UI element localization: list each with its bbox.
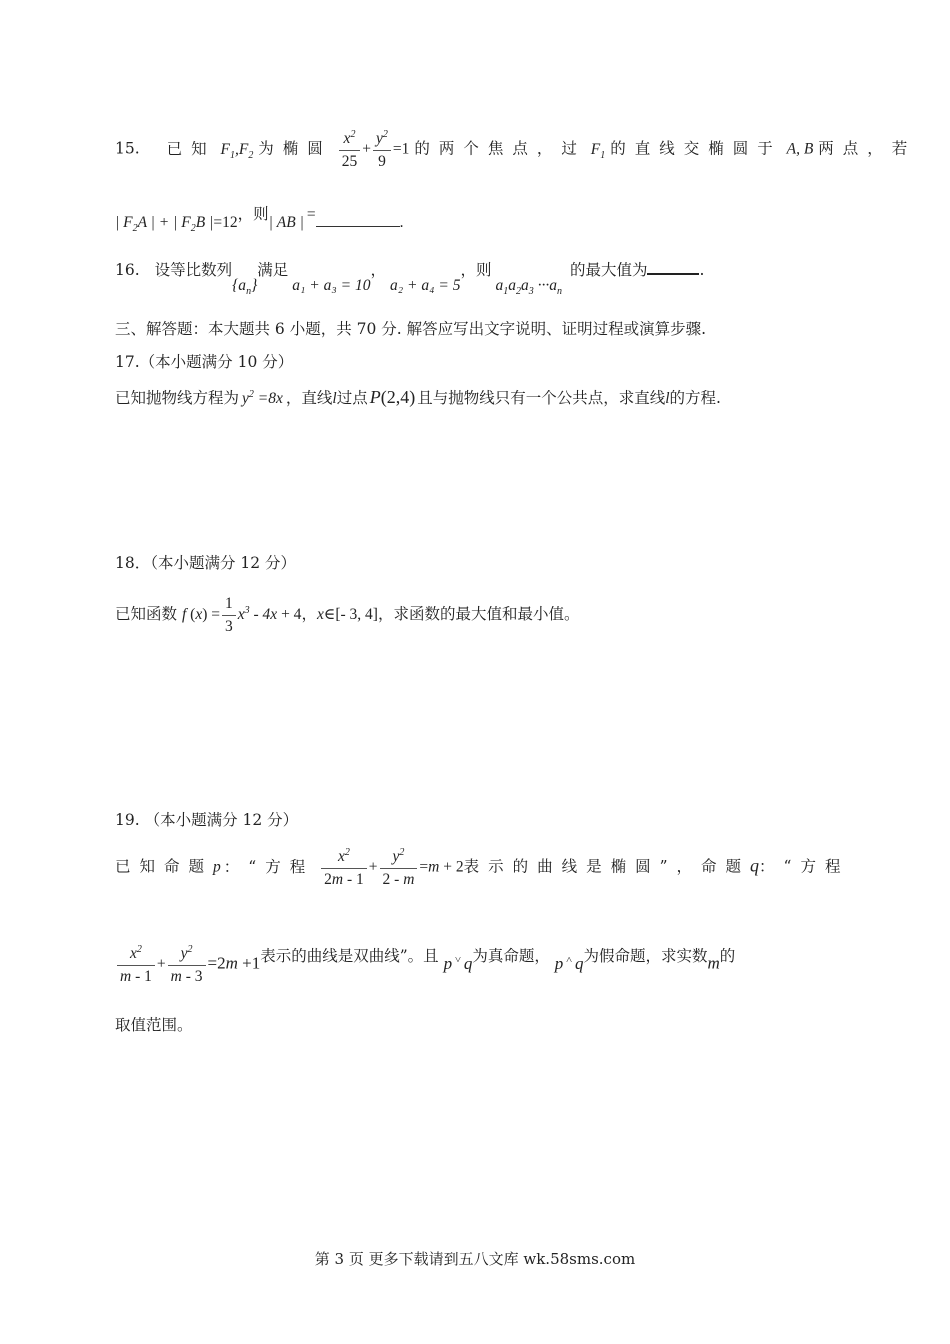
q19-fraction-4: $\frac{y^2}{m - 3}$ <box>168 945 206 984</box>
q18-function: f (x) = <box>181 606 220 623</box>
q16-text-2: 满足 <box>257 261 289 279</box>
q18-domain: x∈[- 3, 4] <box>316 606 378 623</box>
q19-p-and-q: p ˄ q <box>554 953 584 973</box>
q15-text-2: 为椭圆 <box>258 139 332 158</box>
q15-f1: $F_1$ <box>590 140 606 161</box>
q17-text-4: 且与抛物线只有一个公共点，求直线 <box>417 389 666 407</box>
q19-q: q <box>750 855 760 876</box>
q19-line1: 已知命题p ：“方程 $\frac{x^2}{2m - 1}$ + $\frac{y^2}{2 - m}$ =m + 2表示的曲线是椭圆”，命题q：“方程 <box>115 847 850 888</box>
q19-text-6: 为真命题， <box>472 946 550 965</box>
q15-text-1: 已知 <box>166 139 216 158</box>
q19-text-8: 的 <box>719 946 736 965</box>
q15-text-5: 两点，若 <box>818 139 917 158</box>
q19-fraction-3: $\frac{x^2}{m - 1}$ <box>117 945 155 984</box>
q18-text-1: 已知函数 <box>115 605 178 623</box>
q19-text-7: 为假命题，求实数 <box>583 946 708 965</box>
q17-parabola: $y^2 =8x$ <box>242 388 283 407</box>
q19-p-or-q: p ˅ q <box>443 953 473 973</box>
q19-fraction-1: $\frac{x^2}{2m - 1}$ <box>321 848 367 887</box>
q16-product: $a_1a_2a_3 \cdot\cdot\cdot a_n$ <box>495 277 562 298</box>
q16-eq2: a₂ + a₄ = 5 <box>390 277 461 294</box>
q16-number: 16. <box>115 261 140 279</box>
q16-text-3: ，则 <box>460 261 492 279</box>
q17-text-5: 的方程. <box>669 389 721 407</box>
q15-ab-points: A, B <box>786 140 814 158</box>
q16-end: . <box>699 261 705 279</box>
q16-sequence: $\{a_n\}$ <box>232 277 258 298</box>
q15-eq: = <box>306 206 316 223</box>
q17-line-l: l <box>332 390 337 407</box>
q19-text-2: ：“方程 <box>223 857 315 876</box>
q17-text-2: ，直线 <box>285 389 333 407</box>
q15-answer-blank[interactable] <box>316 226 400 227</box>
q17-line-l-2: l <box>665 390 670 407</box>
q17-text-3: 过点 <box>336 389 368 407</box>
q19-rhs-2: =2m +1 <box>207 953 261 973</box>
q16-text-4: 的最大值为 <box>569 261 648 279</box>
q15-fraction-x: $\frac{x^2}{25}$ <box>339 130 361 169</box>
q15-foci: $F_1,F_2$ <box>220 140 254 161</box>
q16-line <box>115 261 705 298</box>
q16-comma: ， <box>370 261 386 279</box>
page-footer: 第 3 页 更多下载请到五八文库 wk.58sms.com <box>314 1250 636 1268</box>
q19-text-1: 已知命题 <box>115 857 214 876</box>
q15-fraction-y: $\frac{y^2}{9}$ <box>373 130 391 169</box>
q19-line3: 取值范围。 <box>115 1016 193 1034</box>
q19-line2: $\frac{x^2}{m - 1}$ + $\frac{y^2}{m - 3}$ =2m +1表示的曲线是双曲线”。且 p ˅ q为真命题， p ˄ q为假命题，求实数m的 <box>115 945 735 984</box>
q19-p: p <box>213 858 221 876</box>
q17-header: 17.（本小题满分 10 分） <box>115 353 294 371</box>
q18-text-2: ，求函数的最大值和最小值。 <box>377 605 580 623</box>
q19-text-5: 表示的曲线是双曲线”。且 <box>260 946 439 965</box>
q19-m: m <box>707 953 720 973</box>
q16-eq1: a₁ + a₃ = 10 <box>292 277 371 294</box>
q16-text-1: 设等比数列 <box>154 261 233 279</box>
q15-condition-expr: | $F_2A$ | + | $F_2B$ | <box>115 214 214 235</box>
q18-polynomial: $x^3 - 4x + 4$ <box>237 604 302 623</box>
q19-rhs-1: =m + 2 <box>419 858 464 876</box>
q19-text-3: 表示的曲线是椭圆”，命题 <box>463 857 751 876</box>
q18-fraction: $\frac{1}{3}$ <box>222 596 236 634</box>
q15-line2: | $F_2A$ | + | $F_2B$ |=12，则| AB | = . <box>115 205 404 235</box>
q15-text-4: 的直线交椭圆于 <box>610 139 782 158</box>
q17-body <box>115 388 721 407</box>
q18-header: 18．（本小题满分 12 分） <box>115 554 297 572</box>
q19-text-4: ：“方程 <box>759 857 850 876</box>
q19-header: 19. （本小题满分 12 分） <box>115 811 299 829</box>
q15-ab-abs: | AB | <box>268 214 304 231</box>
q19-fraction-2: $\frac{y^2}{2 - m}$ <box>380 848 418 887</box>
q18-body: 已知函数 f (x) = $\frac{1}{3}$ $x^3 - 4x + 4$，x∈[- 3, 4]，求函数的最大值和最小值。 <box>115 595 580 635</box>
q17-text-1: 已知抛物线方程为 <box>115 389 240 407</box>
q17-point-p: P(2,4) <box>369 387 416 407</box>
q15-text-3: 的两个焦点，过 <box>414 139 586 158</box>
q15-line1: 15. 已知 $F_1,F_2$ 为椭圆 $\frac{x^2}{25}$ + $\frac{y^2}{9}$ =1 的两个焦点，过 $F_1$ 的直线交椭圆于 A, B 两点，若 <box>115 129 917 170</box>
q15-then: ，则 <box>237 205 269 223</box>
q15-number: 15. <box>115 139 140 158</box>
q15-condition-value: =12 <box>213 214 238 231</box>
q16-answer-blank[interactable] <box>647 273 699 275</box>
section-3-header: 三、解答题：本大题共 6 小题，共 70 分. 解答应写出文字说明、证明过程或演算步骤. <box>115 320 707 338</box>
